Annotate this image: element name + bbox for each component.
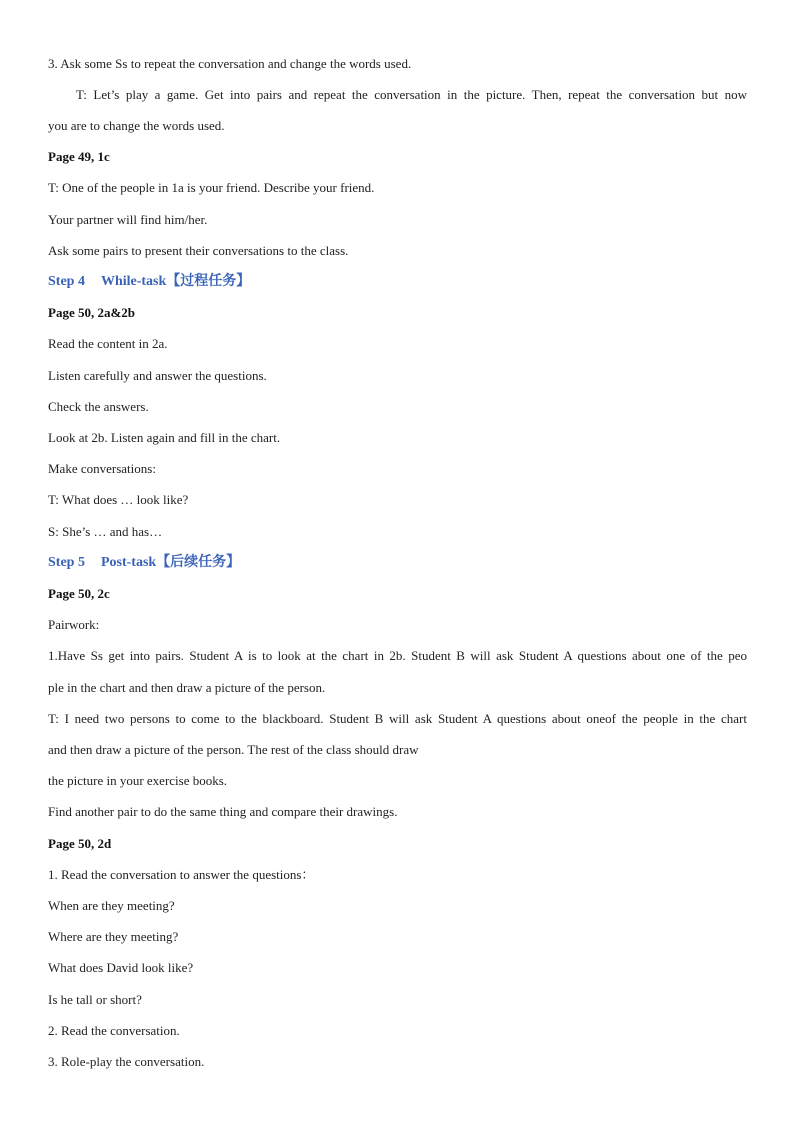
text-line: Look at 2b. Listen again and fill in the chart. (48, 430, 281, 445)
step-4-label: Step 4 (48, 274, 85, 289)
text-line: Check the answers. (48, 399, 149, 414)
text-line: Make conversations: (48, 461, 156, 476)
page-heading-50-2c: Page 50, 2c (48, 586, 110, 601)
page-heading-49-1c: Page 49, 1c (48, 149, 110, 164)
text-line: 1.Have Ss get into pairs. Student A is to look at the chart in 2b. Student B will ask Student A questions about one of the peo (48, 648, 747, 663)
teacher-line: T: I need two persons to come to the blackboard. Student B will ask Student A questions about oneof the people in the chart (48, 711, 747, 726)
step-5-heading (48, 555, 240, 571)
question-line: What does David look like? (48, 960, 194, 975)
text-line: Listen carefully and answer the questions. (48, 368, 267, 383)
page-heading-50-2d: Page 50, 2d (48, 836, 112, 851)
text-line: Pairwork: (48, 617, 100, 632)
text-line: Find another pair to do the same thing and compare their drawings. (48, 804, 398, 819)
step-4-title: While-task【过程任务】 (100, 274, 251, 289)
question-line: When are they meeting? (48, 898, 175, 913)
text-line: ple in the chart and then draw a picture of the person. (48, 680, 326, 695)
step-5-label: Step 5 (48, 555, 85, 570)
instruction-line: 3. Ask some Ss to repeat the conversation and change the words used. (48, 56, 412, 71)
text-line: 2. Read the conversation. (48, 1023, 180, 1038)
teacher-line-cont: you are to change the words used. (48, 118, 225, 133)
page-heading-50-2a2b: Page 50, 2a&2b (48, 305, 136, 320)
text-line: 1. Read the conversation to answer the questions： (48, 867, 315, 882)
text-line: Read the content in 2a. (48, 336, 168, 351)
question-line: Is he tall or short? (48, 992, 142, 1007)
text-line: Ask some pairs to present their conversations to the class. (48, 243, 349, 258)
teacher-line: T: One of the people in 1a is your friend. Describe your friend. (48, 180, 375, 195)
text-line: the picture in your exercise books. (48, 773, 228, 788)
text-line: Your partner will find him/her. (48, 212, 208, 227)
teacher-line: T: Let’s play a game. Get into pairs and repeat the conversation in the picture. Then, repeat the conversation but now (76, 87, 747, 102)
step-5-title: Post-task【后续任务】 (100, 555, 241, 570)
teacher-line: T: What does … look like? (48, 492, 189, 507)
text-line: 3. Role-play the conversation. (48, 1054, 205, 1069)
student-line: S: She’s … and has… (48, 524, 163, 539)
question-line: Where are they meeting? (48, 929, 179, 944)
text-line: and then draw a picture of the person. The rest of the class should draw (48, 742, 419, 757)
step-4-heading (48, 274, 250, 290)
